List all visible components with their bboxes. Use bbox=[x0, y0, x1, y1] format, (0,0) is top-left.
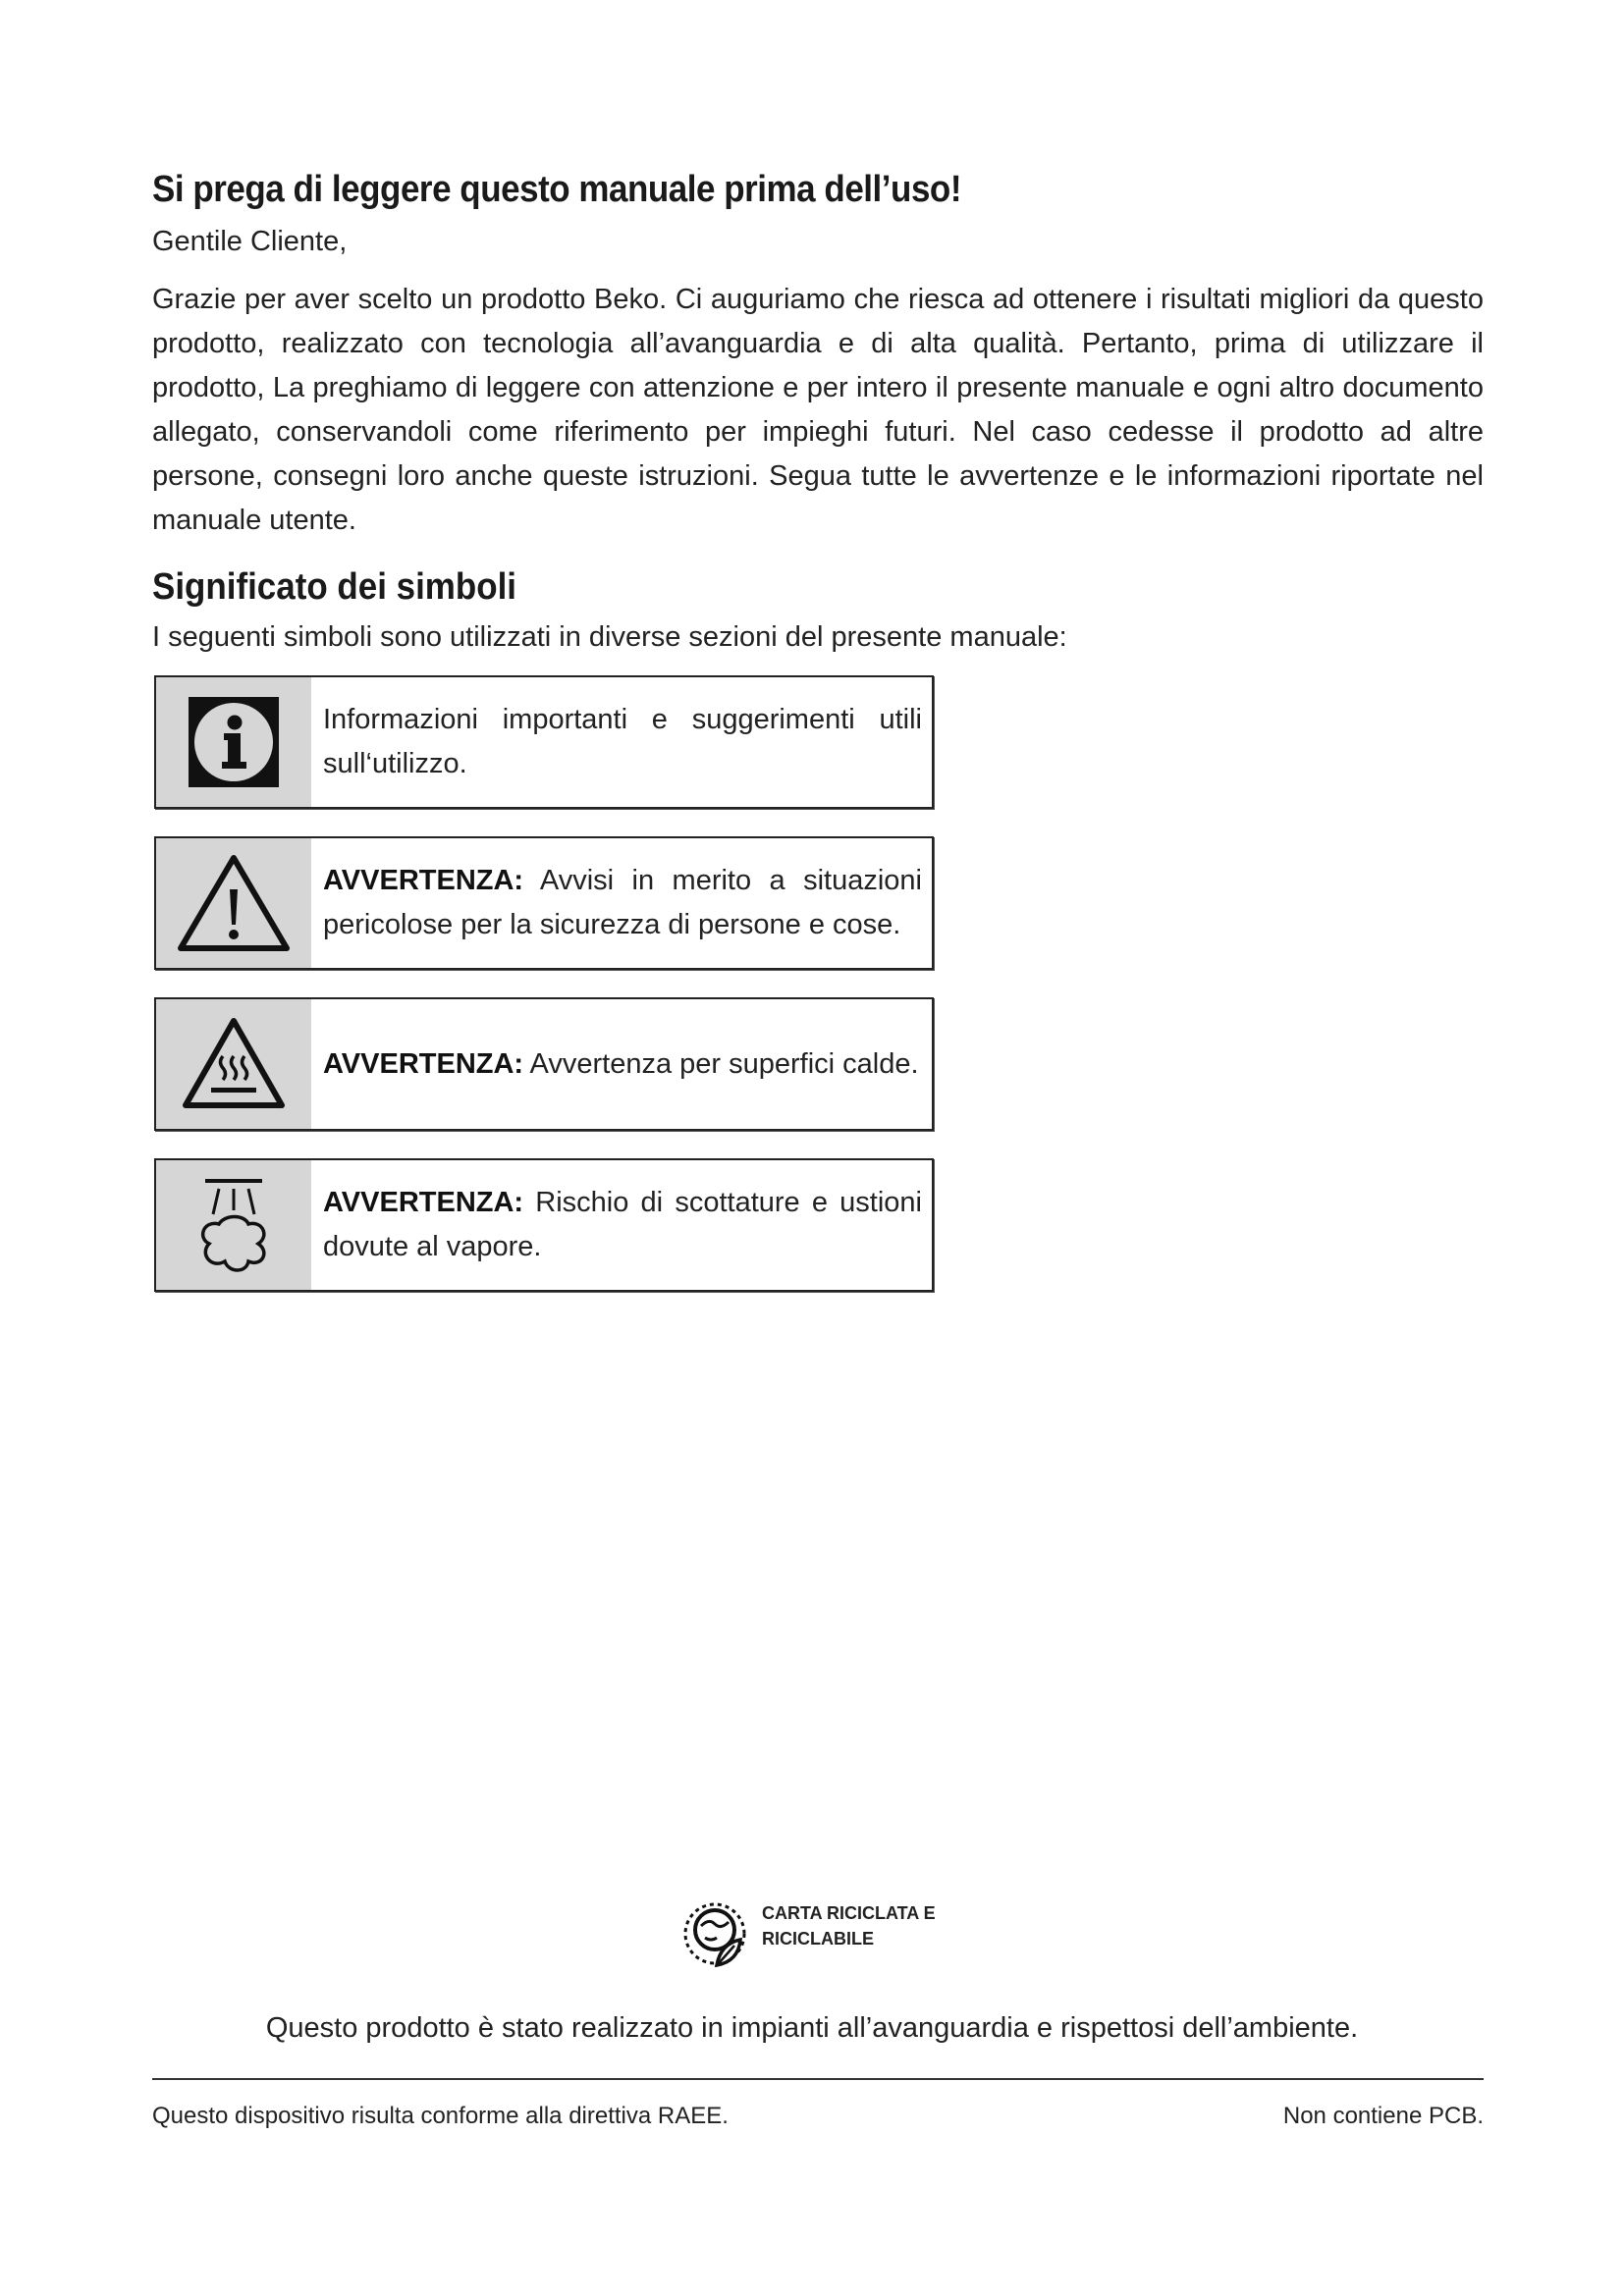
symbol-text-info: Informazioni importanti e suggerimenti utili sull‘utilizzo. bbox=[323, 704, 922, 779]
eco-note: Questo prodotto è stato realizzato in impianti all’avanguardia e rispettosi dell’ambiente. bbox=[265, 2012, 1359, 2044]
page-title: Si prega di leggere questo manuale prima dell’uso! bbox=[152, 169, 962, 210]
recycle-icon bbox=[677, 1893, 756, 1977]
symbol-label-warning: AVVERTENZA: bbox=[323, 865, 524, 896]
footer-raee-note: Questo dispositivo risulta conforme alla direttiva RAEE. bbox=[152, 2103, 729, 2129]
symbols-title: Significato dei simboli bbox=[152, 566, 517, 608]
intro-paragraph: Grazie per aver scelto un prodotto Beko. Ci auguriamo che riesca ad ottenere i risultati migliori da questo prodotto, realizzato con tecnologia all’avanguardia e di alta qualità. Pertanto, prima di utilizzare il prodotto, La preghiamo di leggere con attenzione e per intero il presente manuale e ogni altro documento allegato, conservandoli come riferimento per impieghi futuri. Nel caso cedesse il prodotto ad altre persone, consegni loro anche queste istruzioni. Segua tutte le avvertenze e le informazioni riportate nel manuale utente. bbox=[152, 284, 1484, 536]
info-icon bbox=[156, 677, 311, 807]
symbols-list bbox=[154, 675, 932, 1319]
symbol-text-steam: Rischio di scottature e ustioni dovute al vapore. bbox=[323, 1187, 923, 1262]
symbol-text-warning: Avvisi in merito a situazioni pericolose per la sicurezza di persone e cose. bbox=[323, 865, 922, 940]
steam-icon bbox=[156, 1160, 311, 1290]
warning-icon bbox=[156, 838, 311, 968]
symbols-intro: I seguenti simboli sono utilizzati in diverse sezioni del presente manuale: bbox=[152, 621, 1067, 653]
main-content bbox=[152, 165, 1484, 660]
symbol-box-warning bbox=[154, 836, 934, 970]
recycle-label-line2: RICICLABILE bbox=[762, 1929, 874, 1949]
symbol-box-info bbox=[154, 675, 934, 809]
footer-divider bbox=[152, 2078, 1484, 2080]
greeting: Gentile Cliente, bbox=[152, 226, 348, 257]
symbol-box-steam bbox=[154, 1158, 934, 1292]
recycled-paper-badge bbox=[677, 1893, 978, 1977]
footer-pcb-note: Non contiene PCB. bbox=[1282, 2103, 1484, 2129]
hot-surface-icon bbox=[156, 999, 311, 1129]
symbol-box-hot-surface bbox=[154, 997, 934, 1131]
symbol-label-steam: AVVERTENZA: bbox=[323, 1187, 524, 1218]
recycle-label-line1: CARTA RICICLATA E bbox=[762, 1903, 936, 1923]
symbol-label-hot-surface: AVVERTENZA: bbox=[323, 1047, 524, 1080]
symbol-text-hot-surface: Avvertenza per superfici calde. bbox=[529, 1047, 919, 1080]
